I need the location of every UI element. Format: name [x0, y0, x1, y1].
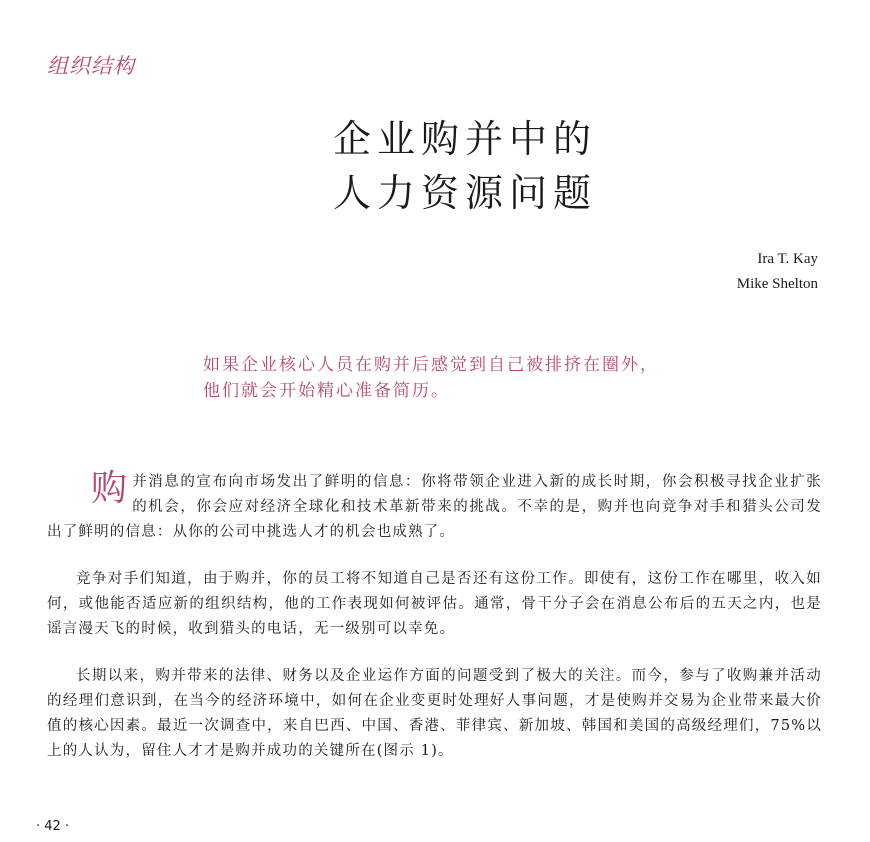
section-tag: 组织结构: [47, 54, 135, 78]
paragraph-text: 并消息的宣布向市场发出了鲜明的信息：你将带领企业进入新的成长时期，你会积极寻找企业扩张的机会，你会应对经济全球化和技术革新带来的挑战。不幸的是，购并也向竞争对手和猎头公司发出了鲜明的信息：从你的公司中挑选人才的机会也成熟了。: [47, 474, 822, 540]
title-line-2: 人力资源问题: [332, 171, 597, 215]
pull-quote: 如果企业核心人员在购并后感觉到自己被排挤在圈外，他们就会开始精心准备简历。: [203, 355, 659, 401]
author-list: [737, 247, 818, 297]
author-name: Mike Shelton: [736, 276, 818, 292]
drop-cap: 购: [91, 468, 129, 509]
title-line-1: 企业购并中的: [332, 117, 597, 161]
article-title: [0, 112, 870, 220]
article-body: [47, 470, 822, 786]
paragraph: 长期以来，购并带来的法律、财务以及企业运作方面的问题受到了极大的关注。而今，参与了收购兼并活动的经理们意识到，在当今的经济环境中，如何在企业变更时处理好人事问题，才是使购并交易为企业带来最大价值的核心因素。最近一次调查中，来自巴西、中国、香港、菲律宾、新加坡、韩国和美国的高级经理们，75%以上的人认为，留住人才才是购并成功的关键所在(图示 1)。: [47, 668, 822, 759]
page-number: · 42 ·: [36, 819, 70, 834]
author-name: Ira T. Kay: [757, 251, 818, 267]
paragraph: 竞争对手们知道，由于购并，你的员工将不知道自己是否还有这份工作。即使有，这份工作在哪里，收入如何，或他能否适应新的组织结构，他的工作表现如何被评估。通常，骨干分子会在消息公布后的五天之内，也是谣言漫天飞的时候，收到猎头的电话，无一级别可以幸免。: [47, 571, 822, 637]
paragraph: [47, 470, 822, 545]
